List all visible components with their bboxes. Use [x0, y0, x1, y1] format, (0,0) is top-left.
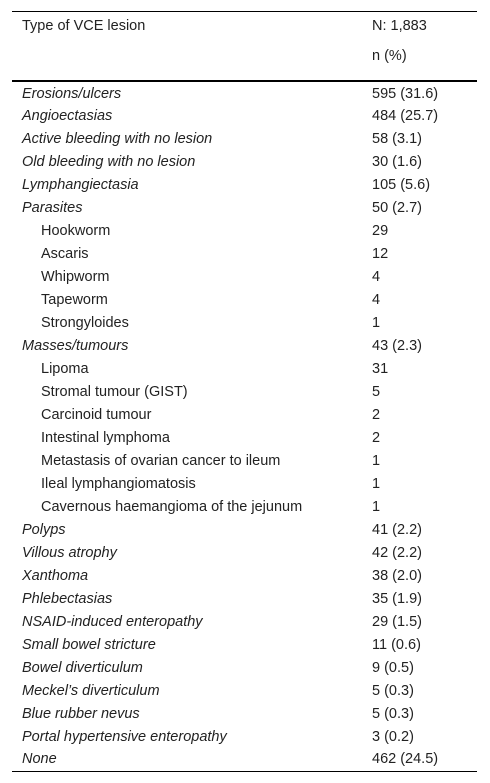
- lesion-count-value: 1: [372, 452, 381, 469]
- lesion-subtype-label: Stromal tumour (GIST): [41, 383, 188, 400]
- header-percent: n (%): [372, 48, 407, 64]
- lesion-count-value: 29 (1.5): [372, 613, 422, 630]
- lesion-count-value: 5 (0.3): [372, 705, 414, 722]
- lesion-count-value: 58 (3.1): [372, 130, 422, 147]
- lesion-category-label: Active bleeding with no lesion: [22, 130, 213, 147]
- table-row: [12, 518, 477, 541]
- lesion-count-value: 9 (0.5): [372, 659, 414, 676]
- table-row: [12, 656, 477, 679]
- table-row: [12, 196, 477, 219]
- lesion-category-label: NSAID-induced enteropathy: [22, 613, 203, 630]
- lesion-count-value: 484 (25.7): [372, 107, 439, 124]
- header-total-n: N: 1,883: [372, 18, 427, 34]
- header-row-2: [12, 48, 477, 81]
- table-row: [12, 104, 477, 127]
- vce-lesion-table: [12, 11, 477, 772]
- lesion-count-value: 4: [372, 268, 381, 285]
- lesion-count-value: 12: [372, 245, 389, 262]
- lesion-count-value: 31: [372, 360, 389, 377]
- table-row: [12, 265, 477, 288]
- header-empty-cell: [12, 48, 372, 81]
- lesion-count-value: 3 (0.2): [372, 728, 414, 745]
- lesion-category-label: Portal hypertensive enteropathy: [22, 728, 227, 745]
- lesion-count-value: 29: [372, 222, 389, 239]
- lesion-category-label: Meckel’s diverticulum: [22, 682, 160, 699]
- lesion-count-value: 462 (24.5): [372, 751, 439, 768]
- table-row: [12, 81, 477, 104]
- header-row-1: [12, 12, 477, 49]
- header-lesion-type: Type of VCE lesion: [22, 18, 146, 34]
- lesion-subtype-label: Strongyloides: [41, 314, 129, 331]
- table-row: [12, 449, 477, 472]
- table-row: [12, 633, 477, 656]
- lesion-subtype-label: Lipoma: [41, 360, 89, 377]
- lesion-category-label: Xanthoma: [22, 567, 89, 584]
- lesion-count-value: 30 (1.6): [372, 153, 422, 170]
- lesion-subtype-label: Hookworm: [41, 222, 111, 239]
- lesion-category-label: Angioectasias: [22, 107, 113, 124]
- lesion-count-value: 1: [372, 314, 381, 331]
- lesion-subtype-label: Metastasis of ovarian cancer to ileum: [41, 452, 281, 469]
- lesion-category-label: Old bleeding with no lesion: [22, 153, 196, 170]
- table-row: [12, 288, 477, 311]
- lesion-subtype-label: Ascaris: [41, 245, 89, 262]
- lesion-count-value: 595 (31.6): [372, 86, 439, 102]
- table-row: [12, 748, 477, 771]
- lesion-category-label: Parasites: [22, 199, 83, 216]
- lesion-count-value: 1: [372, 475, 381, 492]
- table-row: [12, 610, 477, 633]
- lesion-category-label: Blue rubber nevus: [22, 705, 140, 722]
- table-row: [12, 357, 477, 380]
- lesion-count-value: 35 (1.9): [372, 590, 422, 607]
- lesion-subtype-label: Ileal lymphangiomatosis: [41, 475, 196, 492]
- table-body: [12, 81, 477, 771]
- lesion-count-value: 41 (2.2): [372, 521, 422, 538]
- table-row: [12, 219, 477, 242]
- lesion-category-label: None: [22, 751, 57, 768]
- lesion-subtype-label: Intestinal lymphoma: [41, 429, 170, 446]
- table-row: [12, 426, 477, 449]
- table-header: [12, 12, 477, 82]
- lesion-count-value: 5 (0.3): [372, 682, 414, 699]
- table-row: [12, 541, 477, 564]
- lesion-table-container: [12, 11, 477, 772]
- lesion-subtype-label: Tapeworm: [41, 291, 108, 308]
- lesion-category-label: Erosions/ulcers: [22, 86, 122, 102]
- lesion-category-label: Polyps: [22, 521, 66, 538]
- lesion-category-label: Bowel diverticulum: [22, 659, 143, 676]
- table-row: [12, 472, 477, 495]
- table-row: [12, 702, 477, 725]
- table-row: [12, 495, 477, 518]
- table-row: [12, 679, 477, 702]
- lesion-count-value: 38 (2.0): [372, 567, 422, 584]
- lesion-category-label: Lymphangiectasia: [22, 176, 139, 193]
- lesion-count-value: 50 (2.7): [372, 199, 422, 216]
- table-row: [12, 564, 477, 587]
- lesion-count-value: 1: [372, 498, 381, 515]
- lesion-category-label: Villous atrophy: [22, 544, 117, 561]
- lesion-subtype-label: Cavernous haemangioma of the jejunum: [41, 498, 303, 515]
- table-row: [12, 334, 477, 357]
- lesion-subtype-label: Whipworm: [41, 268, 110, 285]
- table-row: [12, 587, 477, 610]
- lesion-count-value: 2: [372, 406, 381, 423]
- lesion-category-label: Masses/tumours: [22, 337, 129, 354]
- lesion-subtype-label: Carcinoid tumour: [41, 406, 152, 423]
- lesion-count-value: 105 (5.6): [372, 176, 431, 193]
- table-row: [12, 150, 477, 173]
- table-row: [12, 311, 477, 334]
- table-row: [12, 380, 477, 403]
- lesion-count-value: 42 (2.2): [372, 544, 422, 561]
- lesion-category-label: Phlebectasias: [22, 590, 113, 607]
- table-row: [12, 725, 477, 748]
- lesion-category-label: Small bowel stricture: [22, 636, 156, 653]
- table-row: [12, 173, 477, 196]
- table-row: [12, 403, 477, 426]
- lesion-count-value: 11 (0.6): [372, 636, 421, 653]
- table-row: [12, 242, 477, 265]
- lesion-count-value: 5: [372, 383, 381, 400]
- lesion-count-value: 43 (2.3): [372, 337, 422, 354]
- lesion-count-value: 4: [372, 291, 381, 308]
- lesion-count-value: 2: [372, 429, 381, 446]
- table-row: [12, 127, 477, 150]
